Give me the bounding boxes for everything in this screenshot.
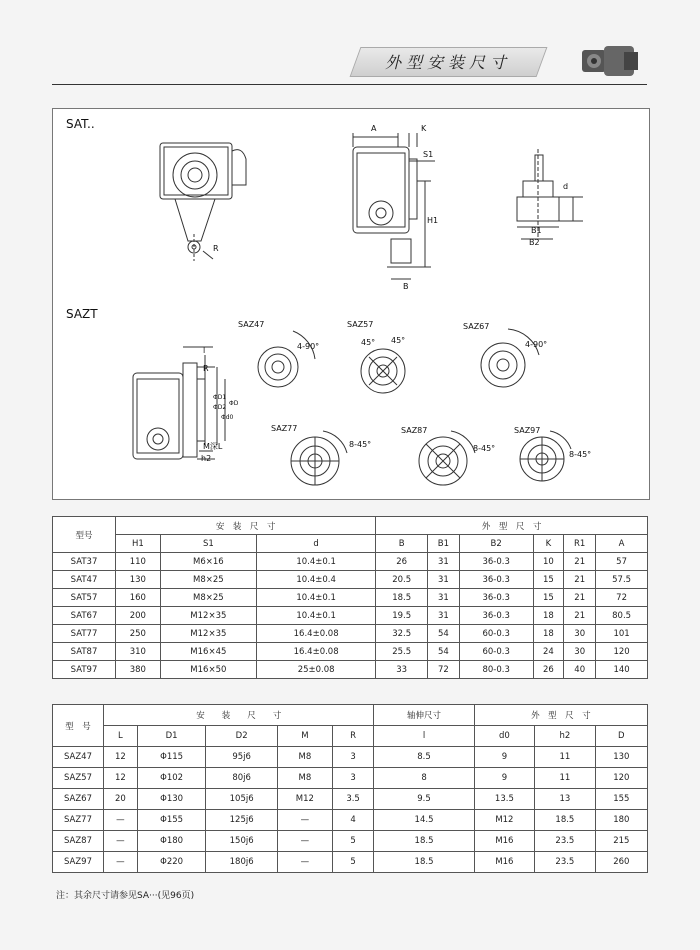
- dim-b1: B1: [531, 226, 542, 235]
- value-cell: 54: [428, 643, 460, 661]
- value-cell: M8×25: [160, 589, 256, 607]
- column-header-b1: B1: [428, 535, 460, 553]
- value-cell: 8.5: [374, 747, 474, 768]
- table-row: [53, 607, 648, 625]
- value-cell: M6×16: [160, 553, 256, 571]
- model-cell: SAT57: [53, 589, 116, 607]
- sat-front-view: [160, 143, 246, 261]
- value-cell: 33: [376, 661, 428, 679]
- value-cell: —: [277, 852, 332, 873]
- value-cell: 310: [116, 643, 161, 661]
- model-cell: SAZ77: [53, 810, 104, 831]
- value-cell: 31: [428, 607, 460, 625]
- dim-dd: ΦD: [229, 400, 239, 407]
- value-cell: 72: [596, 589, 648, 607]
- model-cell: SAZ87: [53, 831, 104, 852]
- flange-saz67: [481, 329, 539, 387]
- model-header: 型号: [53, 517, 116, 553]
- column-header-k: K: [533, 535, 564, 553]
- dim-k: K: [421, 124, 427, 133]
- value-cell: 10.4±0.4: [256, 571, 375, 589]
- value-cell: 21: [564, 607, 596, 625]
- table-row: [53, 768, 648, 789]
- flange-saz87: [419, 431, 475, 485]
- dim-h2: h2: [201, 454, 212, 463]
- dim-d0: Φd0: [221, 414, 234, 421]
- value-cell: 20.5: [376, 571, 428, 589]
- value-cell: —: [104, 831, 138, 852]
- value-cell: 215: [595, 831, 647, 852]
- install-header: 安 装 尺 寸: [104, 705, 374, 726]
- value-cell: 21: [564, 571, 596, 589]
- dim-d2: ΦD2: [213, 404, 227, 411]
- model-cell: SAT77: [53, 625, 116, 643]
- value-cell: 15: [533, 571, 564, 589]
- value-cell: M8: [277, 768, 332, 789]
- dim-s1: S1: [423, 150, 434, 159]
- table-row: [53, 789, 648, 810]
- column-header-l: l: [374, 726, 474, 747]
- model-cell: SAT37: [53, 553, 116, 571]
- flange-label-saz67: SAZ67: [463, 322, 490, 331]
- dim-d: d: [563, 182, 569, 191]
- flange-label-saz97: SAZ97: [514, 426, 541, 435]
- drawing-area: [52, 108, 650, 500]
- value-cell: 130: [595, 747, 647, 768]
- column-header-s1: S1: [160, 535, 256, 553]
- saz-dimension-table: [52, 704, 648, 873]
- value-cell: 72: [428, 661, 460, 679]
- value-cell: M16×45: [160, 643, 256, 661]
- value-cell: 31: [428, 553, 460, 571]
- value-cell: M12×35: [160, 607, 256, 625]
- column-header-h1: H1: [116, 535, 161, 553]
- flange-angle-saz67: 4-90°: [525, 340, 548, 349]
- value-cell: 260: [595, 852, 647, 873]
- column-header-r: R: [332, 726, 374, 747]
- page-title: 外型安装尺寸: [385, 53, 512, 72]
- flange-angle-saz57-b: 45°: [391, 336, 406, 345]
- value-cell: M8×25: [160, 571, 256, 589]
- gear-motor-icon: [580, 40, 640, 82]
- column-header-r1: R1: [564, 535, 596, 553]
- value-cell: 5: [332, 852, 374, 873]
- value-cell: 25.5: [376, 643, 428, 661]
- flange-label-saz77: SAZ77: [271, 424, 298, 433]
- value-cell: 80-0.3: [459, 661, 533, 679]
- model-header: 型 号: [53, 705, 104, 747]
- value-cell: 23.5: [535, 852, 595, 873]
- value-cell: 36-0.3: [459, 589, 533, 607]
- shaft-header: 轴伸尺寸: [374, 705, 474, 726]
- value-cell: 180: [595, 810, 647, 831]
- value-cell: 150j6: [206, 831, 278, 852]
- column-header-a: A: [596, 535, 648, 553]
- value-cell: 18.5: [376, 589, 428, 607]
- value-cell: 9: [474, 768, 534, 789]
- column-header-h2: h2: [535, 726, 595, 747]
- value-cell: M16: [474, 831, 534, 852]
- value-cell: Φ180: [137, 831, 206, 852]
- value-cell: 155: [595, 789, 647, 810]
- dim-b: B: [403, 282, 409, 291]
- table-row: [53, 643, 648, 661]
- value-cell: M12×35: [160, 625, 256, 643]
- value-cell: 12: [104, 747, 138, 768]
- flange-label-saz47: SAZ47: [238, 320, 265, 329]
- value-cell: —: [277, 810, 332, 831]
- value-cell: 25±0.08: [256, 661, 375, 679]
- value-cell: 60-0.3: [459, 625, 533, 643]
- dim-d1: ΦD1: [213, 394, 227, 401]
- flange-angle-saz77: 8-45°: [349, 440, 372, 449]
- value-cell: 80j6: [206, 768, 278, 789]
- value-cell: 16.4±0.08: [256, 625, 375, 643]
- value-cell: 40: [564, 661, 596, 679]
- model-cell: SAZ97: [53, 852, 104, 873]
- value-cell: 80.5: [596, 607, 648, 625]
- column-header-d1: D1: [137, 726, 206, 747]
- value-cell: 9.5: [374, 789, 474, 810]
- value-cell: 9: [474, 747, 534, 768]
- dim-a: A: [371, 124, 377, 133]
- value-cell: 18: [533, 607, 564, 625]
- shaft-detail: [517, 149, 583, 239]
- value-cell: 18.5: [374, 831, 474, 852]
- value-cell: 18.5: [374, 852, 474, 873]
- value-cell: 4: [332, 810, 374, 831]
- value-cell: Φ220: [137, 852, 206, 873]
- flange-label-saz87: SAZ87: [401, 426, 428, 435]
- value-cell: 105j6: [206, 789, 278, 810]
- table-row: [53, 625, 648, 643]
- value-cell: 54: [428, 625, 460, 643]
- column-header-b: B: [376, 535, 428, 553]
- value-cell: 19.5: [376, 607, 428, 625]
- column-header-l: L: [104, 726, 138, 747]
- sat-section-label: SAT..: [66, 117, 95, 131]
- flange-label-saz57: SAZ57: [347, 320, 374, 329]
- flange-angle-saz47: 4-90°: [297, 342, 320, 351]
- value-cell: 12: [104, 768, 138, 789]
- model-cell: SAT97: [53, 661, 116, 679]
- value-cell: Φ155: [137, 810, 206, 831]
- sat-dimension-table: [52, 516, 648, 679]
- table-row: [53, 571, 648, 589]
- value-cell: 26: [376, 553, 428, 571]
- value-cell: 3: [332, 747, 374, 768]
- value-cell: —: [104, 852, 138, 873]
- value-cell: 36-0.3: [459, 553, 533, 571]
- header-rule: [52, 84, 647, 85]
- column-header-d0: d0: [474, 726, 534, 747]
- value-cell: 180j6: [206, 852, 278, 873]
- outline-header: 外 型 尺 寸: [474, 705, 647, 726]
- column-header-m: M: [277, 726, 332, 747]
- flange-angle-saz87: 8-45°: [473, 444, 496, 453]
- footnote: 注：其余尺寸请参见SA···(见96页): [56, 891, 195, 901]
- value-cell: 95j6: [206, 747, 278, 768]
- value-cell: 120: [595, 768, 647, 789]
- value-cell: M8: [277, 747, 332, 768]
- table-row: [53, 831, 648, 852]
- value-cell: 60-0.3: [459, 643, 533, 661]
- value-cell: 24: [533, 643, 564, 661]
- column-header-d: d: [256, 535, 375, 553]
- value-cell: M12: [277, 789, 332, 810]
- value-cell: 36-0.3: [459, 607, 533, 625]
- value-cell: 5: [332, 831, 374, 852]
- flange-saz97: [520, 431, 571, 481]
- dim-l: l: [203, 346, 206, 355]
- value-cell: 140: [596, 661, 648, 679]
- value-cell: 30: [564, 643, 596, 661]
- value-cell: 3.5: [332, 789, 374, 810]
- model-cell: SAT47: [53, 571, 116, 589]
- table-row: [53, 553, 648, 571]
- value-cell: 16.4±0.08: [256, 643, 375, 661]
- flange-angle-saz97: 8-45°: [569, 450, 592, 459]
- column-header-d: D: [595, 726, 647, 747]
- sazt-section-label: SAZT: [66, 307, 98, 321]
- value-cell: 14.5: [374, 810, 474, 831]
- value-cell: 380: [116, 661, 161, 679]
- outline-header: 外 型 尺 寸: [376, 517, 648, 535]
- technical-drawing: [53, 109, 649, 499]
- value-cell: 200: [116, 607, 161, 625]
- value-cell: Φ102: [137, 768, 206, 789]
- install-header: 安 装 尺 寸: [116, 517, 376, 535]
- value-cell: M16: [474, 852, 534, 873]
- table-row: [53, 810, 648, 831]
- dim-h1: H1: [427, 216, 439, 225]
- flange-saz47: [258, 331, 315, 387]
- value-cell: 13: [535, 789, 595, 810]
- value-cell: 23.5: [535, 831, 595, 852]
- table-row: [53, 661, 648, 679]
- value-cell: 130: [116, 571, 161, 589]
- model-cell: SAZ67: [53, 789, 104, 810]
- flange-saz57: [361, 349, 405, 393]
- dim-m-deep-l: M深L: [203, 442, 223, 451]
- value-cell: 21: [564, 553, 596, 571]
- model-cell: SAT87: [53, 643, 116, 661]
- dim-r: R: [213, 244, 219, 253]
- flange-angle-saz57-a: 45°: [361, 338, 376, 347]
- table-row: [53, 589, 648, 607]
- value-cell: 10.4±0.1: [256, 607, 375, 625]
- column-header-d2: D2: [206, 726, 278, 747]
- dim-r2: R: [203, 364, 209, 373]
- table-row: [53, 747, 648, 768]
- value-cell: 57: [596, 553, 648, 571]
- value-cell: 18.5: [535, 810, 595, 831]
- value-cell: 11: [535, 747, 595, 768]
- value-cell: 15: [533, 589, 564, 607]
- value-cell: 120: [596, 643, 648, 661]
- value-cell: 3: [332, 768, 374, 789]
- value-cell: 250: [116, 625, 161, 643]
- dim-b2: B2: [529, 238, 540, 247]
- value-cell: 11: [535, 768, 595, 789]
- value-cell: 30: [564, 625, 596, 643]
- value-cell: 110: [116, 553, 161, 571]
- value-cell: 8: [374, 768, 474, 789]
- value-cell: 101: [596, 625, 648, 643]
- value-cell: 36-0.3: [459, 571, 533, 589]
- value-cell: 10.4±0.1: [256, 553, 375, 571]
- value-cell: M16×50: [160, 661, 256, 679]
- value-cell: M12: [474, 810, 534, 831]
- column-header-b2: B2: [459, 535, 533, 553]
- value-cell: 31: [428, 589, 460, 607]
- value-cell: 21: [564, 589, 596, 607]
- value-cell: 125j6: [206, 810, 278, 831]
- value-cell: 32.5: [376, 625, 428, 643]
- value-cell: 10.4±0.1: [256, 589, 375, 607]
- value-cell: 10: [533, 553, 564, 571]
- value-cell: —: [104, 810, 138, 831]
- model-cell: SAZ57: [53, 768, 104, 789]
- value-cell: 13.5: [474, 789, 534, 810]
- model-cell: SAZ47: [53, 747, 104, 768]
- value-cell: Φ130: [137, 789, 206, 810]
- value-cell: 57.5: [596, 571, 648, 589]
- value-cell: 20: [104, 789, 138, 810]
- value-cell: 18: [533, 625, 564, 643]
- value-cell: 160: [116, 589, 161, 607]
- value-cell: Φ115: [137, 747, 206, 768]
- flange-saz77: [291, 431, 347, 485]
- model-cell: SAT67: [53, 607, 116, 625]
- value-cell: 31: [428, 571, 460, 589]
- value-cell: 26: [533, 661, 564, 679]
- table-row: [53, 852, 648, 873]
- value-cell: —: [277, 831, 332, 852]
